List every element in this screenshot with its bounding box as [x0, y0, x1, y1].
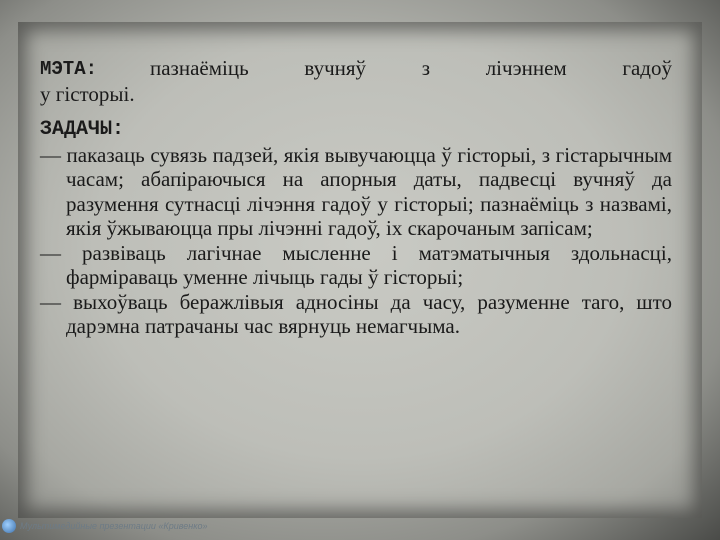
tasks-title: ЗАДАЧЫ:: [40, 118, 125, 141]
goal-label: МЭТА:: [40, 58, 98, 80]
footer: [2, 516, 207, 536]
slide-content: [40, 56, 672, 339]
task-item-3: — выхоўваць беражлівыя адносіны да часу, разуменне таго, што дарэмна патрачаны час вярнуць немагчыма.: [40, 289, 672, 338]
task-item-1: — паказаць сувязь падзей, якія вывучаюцца ў гісторыі, з гістарычным часам; абапіраючыся на апорныя даты, падвесці вучняў да разумення сутнасці лічэння гадоў у гісторыі; пазнаёміць з назвамі, якія ўжываюцца пры лічэнні гадоў, іх скарочаным запісам;: [40, 142, 672, 240]
footer-text: Мультимедийные презентации «Кривенко»: [20, 521, 208, 531]
goal-text-line1: пазнаёміць вучняў з лічэннем гадоў: [150, 56, 672, 80]
footer-logo-icon: [2, 519, 16, 533]
task-item-2: — развіваць лагічнае мысленне і матэматычныя здольнасці, фарміраваць уменне лічыць гады ў гісторыі;: [40, 240, 672, 289]
goal-text-line2: у гісторыі.: [40, 81, 135, 106]
goal-line: [40, 56, 672, 82]
